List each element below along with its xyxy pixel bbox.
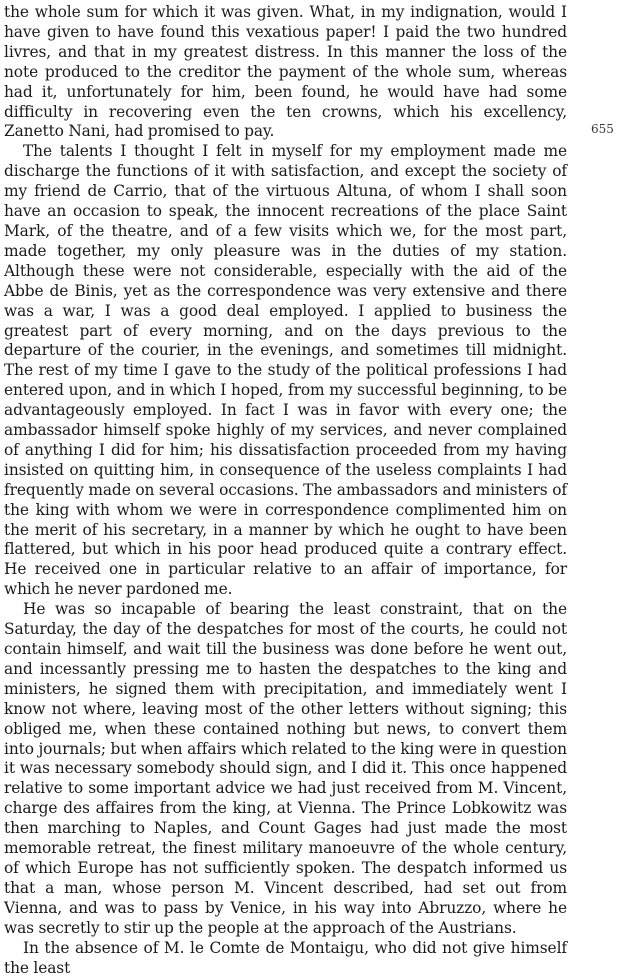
paragraph-4: In the absence of M. le Comte de Montaigu, who did not give himself the least [4,938,567,977]
paragraph-3: He was so incapable of bearing the least constraint, that on the Saturday, the day of the despatches for most of the courts, he could not contain himself, and wait till the business was done before he went out, and incessantly pressing me to hasten the despatches to the king and ministers, he signed them with precipitation, and immediately went I know not where, leaving most of the other letters without signing; this obliged me, when these contained nothing but news, to convert them into journals; but when affairs which related to the king were in question it was necessary somebody should sign, and I did it. This once happened relative to some important advice we had just received from M. Vincent, charge des affaires from the king, at Vienna. The Prince Lobkowitz was then marching to Naples, and Count Gages had just made the most memorable retreat, the finest military manoeuvre of the whole century, of which Europe has not sufficiently spoken. The despatch informed us that a man, whose person M. Vincent described, had set out from Vienna, and was to pass by Venice, in his way into Abruzzo, where he was secretly to stir up the people at the approach of the Austrians. [4,600,567,937]
page-number: 655 [591,122,614,136]
body-text [4,3,567,978]
paragraph-1: the whole sum for which it was given. What, in my indignation, would I have given to have found this vexatious paper! I paid the two hundred livres, and that in my greatest distress. In this manner the loss of the note produced to the creditor the payment of the whole sum, whereas had it, unfortunately for him, been found, he would have had some difficulty in recovering even the ten crowns, which his excellency, Zanetto Nani, had promised to pay. [4,3,567,141]
paragraph-2: The talents I thought I felt in myself for my employment made me discharge the functions of it with satisfaction, and except the society of my friend de Carrio, that of the virtuous Altuna, of whom I shall soon have an occasion to speak, the innocent recreations of the place Saint Mark, of the theatre, and of a few visits which we, for the most part, made together, my only pleasure was in the duties of my station. Although these were not considerable, especially with the aid of the Abbe de Binis, yet as the correspondence was very extensive and there was a war, I was a good deal employed. I applied to business the greatest part of every morning, and on the days previous to the departure of the courier, in the evenings, and sometimes till midnight. The rest of my time I gave to the study of the political professions I had entered upon, and in which I hoped, from my successful beginning, to be advantageously employed. In fact I was in favor with every one; the ambassador himself spoke highly of my services, and never complained of anything I did for him; his dissatisfaction proceeded from my having insisted on quitting him, in consequence of the useless complaints I had frequently made on several occasions. The ambassadors and ministers of the king with whom we were in correspondence complimented him on the merit of his secretary, in a manner by which he ought to have been flattered, but which in his poor head produced quite a contrary effect. He received one in particular relative to an affair of importance, for which he never pardoned me. [4,142,567,599]
